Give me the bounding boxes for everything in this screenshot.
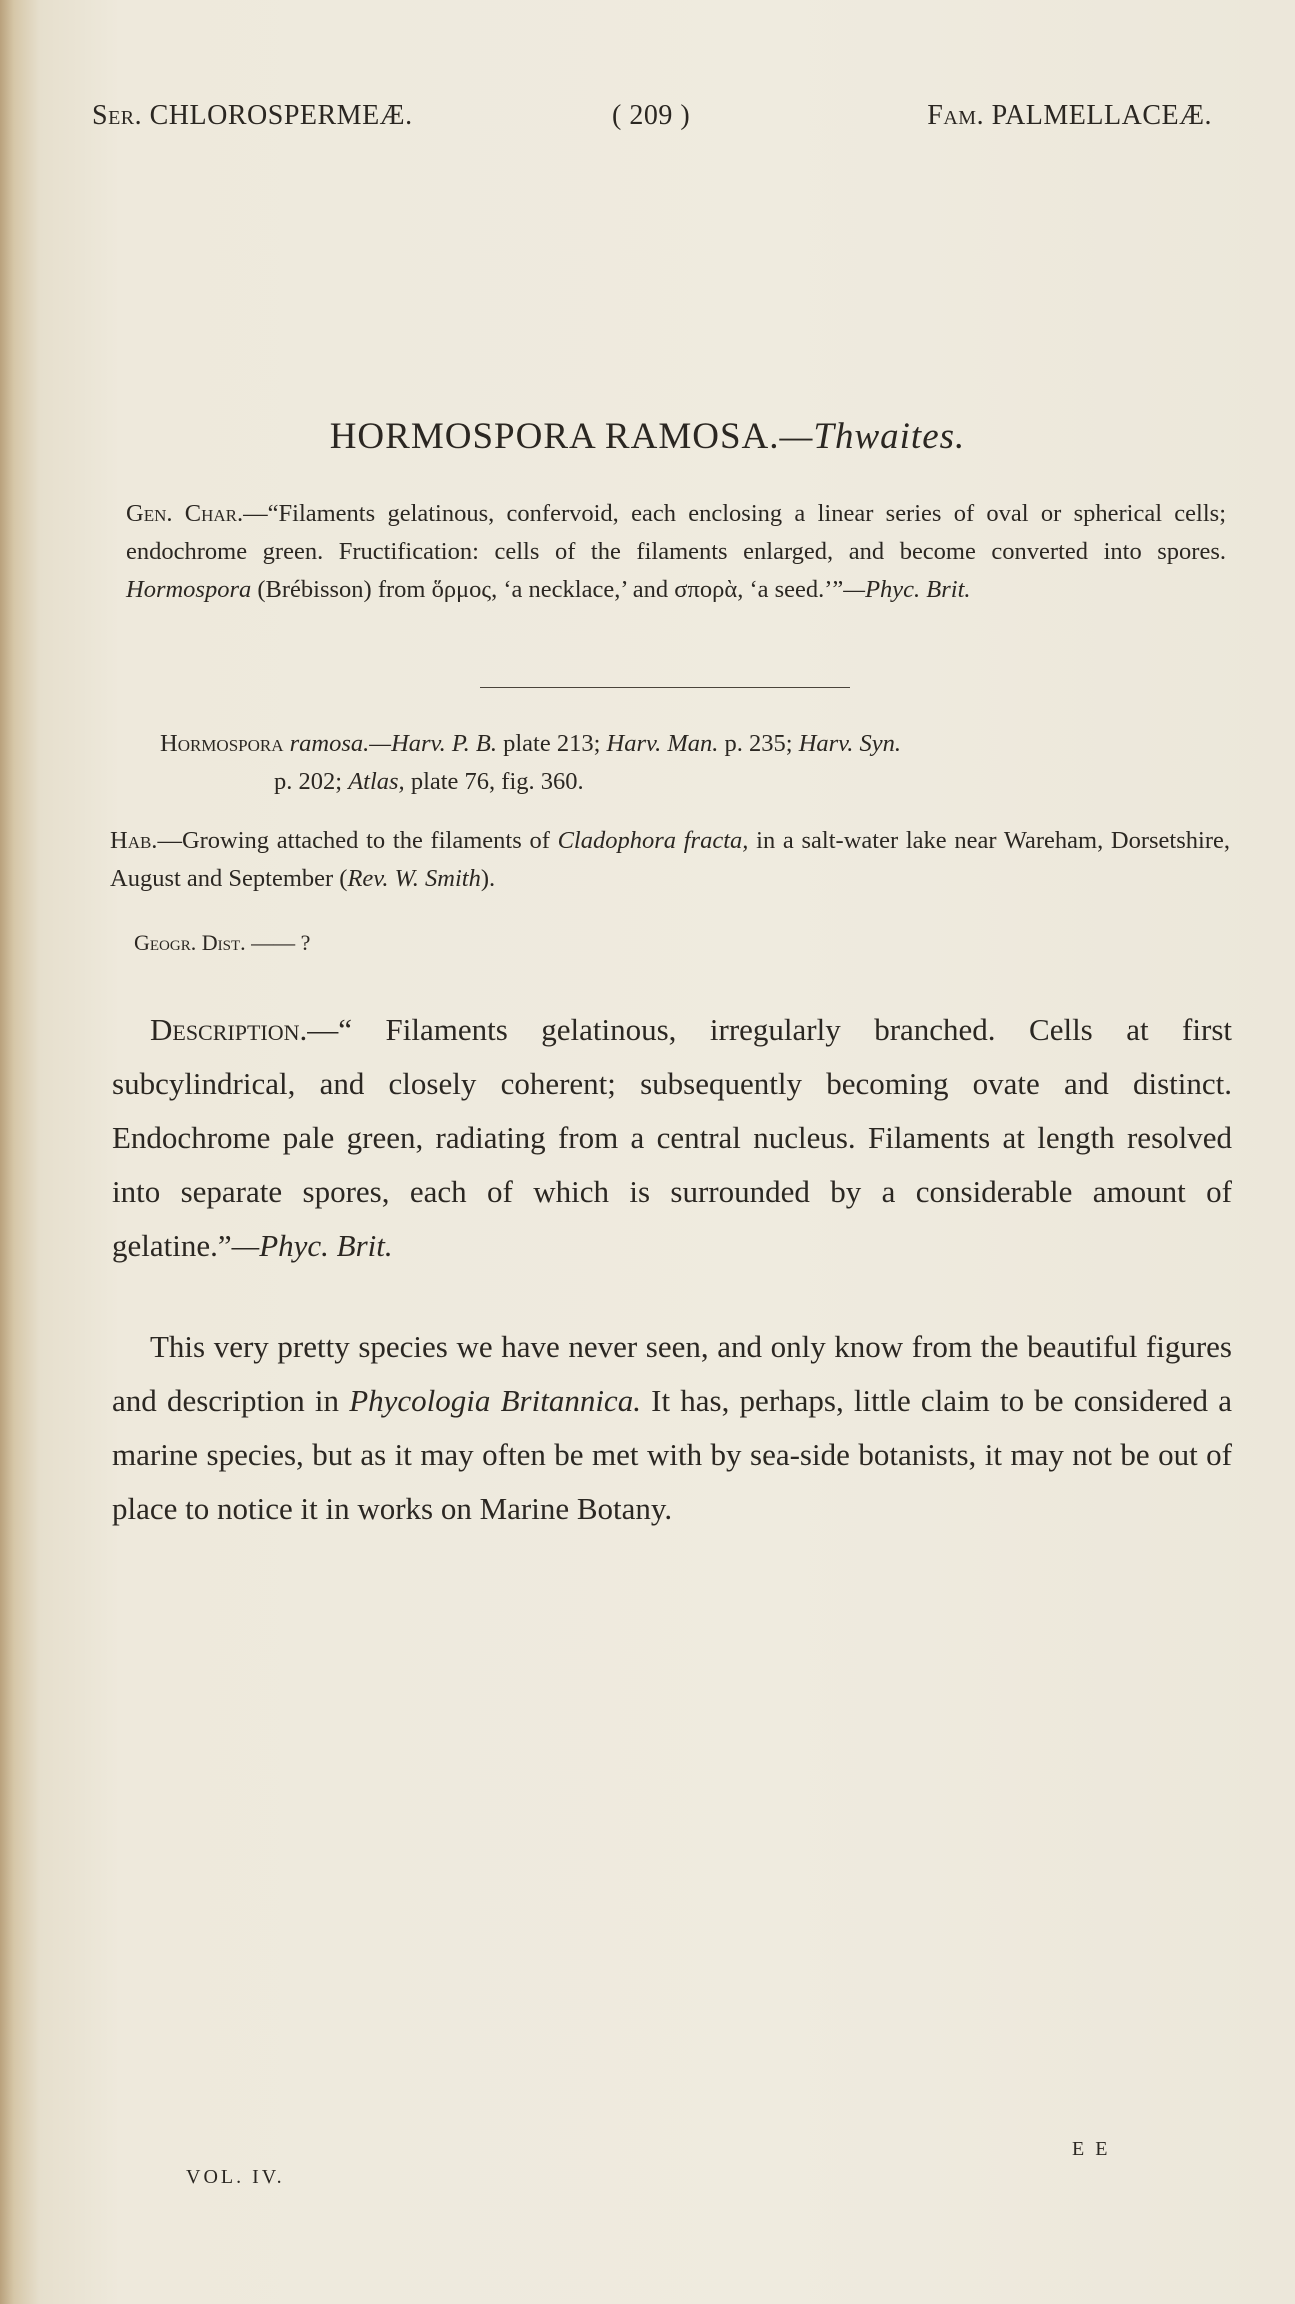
commentary-text-2: It has, perhaps, little claim to be considered a marine species, but as it may often be met with by sea-side botanists, it may not be out of place to notice it in works on Marine Botany.: [112, 1383, 1232, 1526]
synonymy-line-2-b: plate 76, fig. 360.: [404, 768, 584, 795]
synonymy-ref-1-rest: plate 213;: [497, 730, 607, 757]
running-head-series: Ser. CHLOROSPERMEÆ.: [92, 100, 413, 131]
habitat-label: Hab.: [110, 827, 158, 854]
description-source: —Phyc. Brit.: [231, 1228, 393, 1263]
habitat-text-2: in a salt-water lake near Wareham, Dorsetshire, August and September (: [110, 827, 1230, 892]
gen-char-text: —“Filaments gelatinous, confervoid, each enclosing a linear series of oval or spherical cells; endochrome green. Fructification: cells of the filaments enlarged, and become converted into spores.: [126, 500, 1227, 565]
geogr-label: Geogr. Dist.: [134, 930, 246, 955]
running-head: [92, 100, 1212, 140]
synonymy-ref-2: Harv. Man.: [606, 730, 719, 757]
description: [112, 1003, 1232, 1273]
geographic-distribution: [134, 930, 734, 956]
gen-char-genus: Hormospora: [126, 576, 252, 603]
synonymy-genus: Hormospora: [160, 730, 284, 757]
section-divider: [480, 687, 850, 688]
synonymy-line-2: [160, 763, 1230, 801]
geogr-value: —— ?: [245, 930, 311, 955]
synonymy-ref-2-rest: p. 235;: [718, 730, 799, 757]
gen-char-text-2: (Brébisson) from ὅρμος, ‘a necklace,’ and σπορὰ, ‘a seed.’”: [251, 576, 844, 603]
running-head-family: Fam. PALMELLACEÆ.: [927, 100, 1212, 131]
species-title: [0, 415, 1295, 458]
commentary-paragraph: [112, 1320, 1232, 1536]
volume-number: VOL. IV.: [186, 2166, 285, 2188]
synonymy-line-2-a: p. 202;: [274, 768, 349, 795]
gen-char-source: —Phyc. Brit.: [843, 576, 971, 603]
generic-character: [126, 495, 1226, 609]
habitat-text-1: —Growing attached to the filaments of: [157, 827, 558, 854]
synonymy-ref-1: —Harv. P. B.: [369, 730, 497, 757]
habitat-collector: Rev. W. Smith: [347, 865, 481, 892]
habitat-text-3: ).: [480, 865, 496, 892]
habitat: [110, 822, 1230, 898]
habitat-host: Cladophora fracta,: [557, 827, 749, 854]
commentary-work: Phycologia Britannica.: [349, 1383, 641, 1418]
description-text: —“ Filaments gelatinous, irregularly branched. Cells at first subcylindrical, and closely coherent; subsequently becoming ovate and distinct. Endochrome pale green, radiating from a central nucleus. Filaments at length resolved into separate spores, each of which is surrounded by a considerable amount of gelatine.”: [112, 1012, 1232, 1263]
synonymy-ref-4: Atlas,: [348, 768, 405, 795]
species-authority: —Thwaites.: [779, 416, 966, 457]
synonymy-species: ramosa.: [283, 730, 370, 757]
page-number: ( 209 ): [612, 100, 691, 131]
gen-char-label: Gen. Char.: [126, 500, 244, 527]
synonymy-ref-3: Harv. Syn.: [798, 730, 901, 757]
commentary-text-1: This very pretty species we have never seen, and only know from the beautiful figures and description in: [112, 1329, 1232, 1418]
description-label: Description.: [150, 1012, 308, 1047]
species-name: HORMOSPORA RAMOSA.: [329, 416, 780, 457]
signature-mark: E E: [1072, 2138, 1111, 2160]
synonymy: [160, 725, 1230, 801]
